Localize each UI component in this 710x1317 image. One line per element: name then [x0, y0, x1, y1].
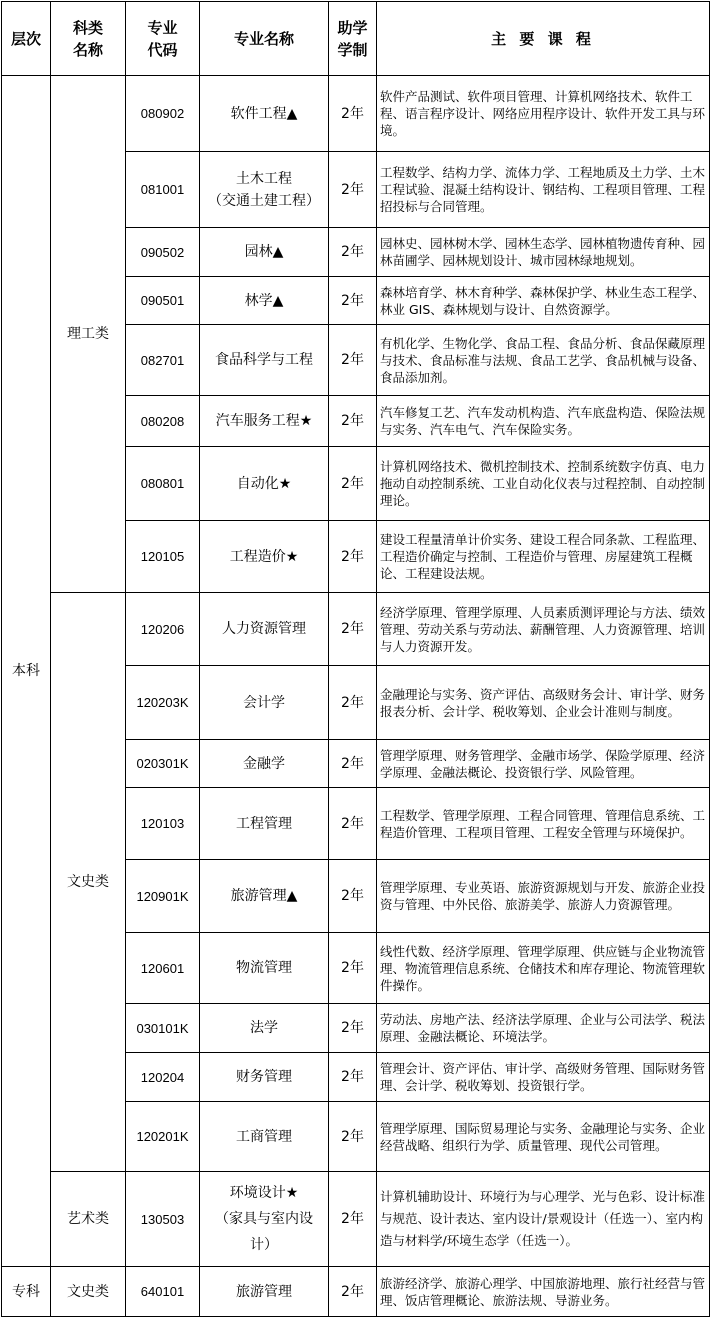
courses-cell: 有机化学、生物化学、食品工程、食品分析、食品保藏原理与技术、食品标准与法规、食品工艺学、食品机械与设备、食品添加剂。: [377, 325, 710, 396]
major-code: 120601: [126, 933, 200, 1004]
major-code: 080208: [126, 396, 200, 447]
major-code: 081001: [126, 152, 200, 228]
major-name: 旅游管理▲: [200, 860, 329, 933]
duration-cell: 2年: [329, 740, 377, 788]
major-name: 自动化★: [200, 447, 329, 521]
major-code: 080801: [126, 447, 200, 521]
major-name: 人力资源管理: [200, 593, 329, 666]
major-code: 090502: [126, 228, 200, 277]
major-code: 082701: [126, 325, 200, 396]
courses-cell: 工程数学、管理学原理、工程合同管理、管理信息系统、工程造价管理、工程项目管理、工程安全管理与环境保护。: [377, 788, 710, 860]
major-name: 物流管理: [200, 933, 329, 1004]
courses-cell: 管理学原理、财务管理学、金融市场学、保险学原理、经济学原理、金融法概论、投资银行学、风险管理。: [377, 740, 710, 788]
major-code: 120201K: [126, 1102, 200, 1172]
courses-cell: 金融理论与实务、资产评估、高级财务会计、审计学、财务报表分析、会计学、税收筹划、企业会计准则与制度。: [377, 666, 710, 740]
header-courses: 主 要 课 程: [377, 2, 710, 76]
header-major: 专业名称: [200, 2, 329, 76]
major-name: 工程造价★: [200, 521, 329, 593]
category-cell: 艺术类: [51, 1172, 126, 1267]
duration-cell: 2年: [329, 447, 377, 521]
major-name: 园林▲: [200, 228, 329, 277]
courses-cell: 管理学原理、国际贸易理论与实务、金融理论与实务、企业经营战略、组织行为学、质量管理、现代公司管理。: [377, 1102, 710, 1172]
duration-cell: 2年: [329, 1172, 377, 1267]
header-code: 专业 代码: [126, 2, 200, 76]
major-code: 130503: [126, 1172, 200, 1267]
duration-cell: 2年: [329, 1053, 377, 1102]
courses-cell: 计算机网络技术、微机控制技术、控制系统数字仿真、电力拖动自动控制系统、工业自动化仪表与过程控制、自动控制理论。: [377, 447, 710, 521]
major-name: 法学: [200, 1004, 329, 1053]
courses-cell: 劳动法、房地产法、经济法学原理、企业与公司法学、税法原理、金融法概论、环境法学。: [377, 1004, 710, 1053]
major-code: 120901K: [126, 860, 200, 933]
duration-cell: 2年: [329, 1267, 377, 1317]
category-cell: 文史类: [51, 1267, 126, 1317]
major-code: 020301K: [126, 740, 200, 788]
courses-cell: 线性代数、经济学原理、管理学原理、供应链与企业物流管理、物流管理信息系统、仓储技术和库存理论、物流管理软件操作。: [377, 933, 710, 1004]
courses-cell: 森林培育学、林木育种学、森林保护学、林业生态工程学、林业 GIS、森林规划与设计、自然资源学。: [377, 277, 710, 325]
major-name: 金融学: [200, 740, 329, 788]
duration-cell: 2年: [329, 788, 377, 860]
duration-cell: 2年: [329, 277, 377, 325]
courses-cell: 建设工程量清单计价实务、建设工程合同条款、工程监理、工程造价确定与控制、工程造价与管理、房屋建筑工程概论、工程建设法规。: [377, 521, 710, 593]
major-name: 林学▲: [200, 277, 329, 325]
major-name: 工程管理: [200, 788, 329, 860]
major-code: 120206: [126, 593, 200, 666]
major-code: 080902: [126, 76, 200, 152]
major-name: 土木工程 （交通土建工程）: [200, 152, 329, 228]
major-name: 旅游管理: [200, 1267, 329, 1317]
header-level: 层次: [2, 2, 51, 76]
major-name: 软件工程▲: [200, 76, 329, 152]
major-name: 汽车服务工程★: [200, 396, 329, 447]
courses-cell: 管理会计、资产评估、审计学、高级财务管理、国际财务管理、会计学、税收筹划、投资银行学。: [377, 1053, 710, 1102]
table-row: [2, 593, 710, 666]
duration-cell: 2年: [329, 666, 377, 740]
duration-cell: 2年: [329, 152, 377, 228]
duration-cell: 2年: [329, 325, 377, 396]
curriculum-table: [1, 1, 710, 1317]
table-row: [2, 1172, 710, 1267]
major-code: 120203K: [126, 666, 200, 740]
duration-cell: 2年: [329, 1004, 377, 1053]
courses-cell: 管理学原理、专业英语、旅游资源规划与开发、旅游企业投资与管理、中外民俗、旅游美学、旅游人力资源管理。: [377, 860, 710, 933]
category-cell: 理工类: [51, 76, 126, 593]
major-name: 财务管理: [200, 1053, 329, 1102]
major-code: 120103: [126, 788, 200, 860]
header-row: [2, 2, 710, 76]
level-cell: 本科: [2, 76, 51, 1267]
header-duration: 助学 学制: [329, 2, 377, 76]
courses-cell: 汽车修复工艺、汽车发动机构造、汽车底盘构造、保险法规与实务、汽车电气、汽车保险实务。: [377, 396, 710, 447]
courses-cell: 计算机辅助设计、环境行为与心理学、光与色彩、设计标准与规范、设计表达、室内设计/景观设计（任选一）、室内构造与材料学/环境生态学（任选一）。: [377, 1172, 710, 1267]
table-row: [2, 1267, 710, 1317]
duration-cell: 2年: [329, 933, 377, 1004]
major-name: 工商管理: [200, 1102, 329, 1172]
courses-cell: 经济学原理、管理学原理、人员素质测评理论与方法、绩效管理、劳动关系与劳动法、薪酬管理、人力资源管理、培训与人力资源开发。: [377, 593, 710, 666]
courses-cell: 园林史、园林树木学、园林生态学、园林植物遗传育种、园林苗圃学、园林规划设计、城市园林绿地规划。: [377, 228, 710, 277]
duration-cell: 2年: [329, 76, 377, 152]
duration-cell: 2年: [329, 860, 377, 933]
duration-cell: 2年: [329, 396, 377, 447]
courses-cell: 软件产品测试、软件项目管理、计算机网络技术、软件工程、语言程序设计、网络应用程序设计、软件开发工具与环境。: [377, 76, 710, 152]
courses-cell: 旅游经济学、旅游心理学、中国旅游地理、旅行社经营与管理、饭店管理概论、旅游法规、导游业务。: [377, 1267, 710, 1317]
major-code: 030101K: [126, 1004, 200, 1053]
duration-cell: 2年: [329, 228, 377, 277]
major-code: 090501: [126, 277, 200, 325]
header-category: 科类 名称: [51, 2, 126, 76]
major-code: 640101: [126, 1267, 200, 1317]
major-name: 食品科学与工程: [200, 325, 329, 396]
major-name: 会计学: [200, 666, 329, 740]
major-name: 环境设计★ （家具与室内设 计）: [200, 1172, 329, 1267]
level-cell: 专科: [2, 1267, 51, 1317]
courses-cell: 工程数学、结构力学、流体力学、工程地质及土力学、土木工程试验、混凝土结构设计、钢结构、工程项目管理、工程招投标与合同管理。: [377, 152, 710, 228]
duration-cell: 2年: [329, 521, 377, 593]
duration-cell: 2年: [329, 1102, 377, 1172]
duration-cell: 2年: [329, 593, 377, 666]
table-row: [2, 76, 710, 152]
category-cell: 文史类: [51, 593, 126, 1172]
major-code: 120204: [126, 1053, 200, 1102]
major-code: 120105: [126, 521, 200, 593]
